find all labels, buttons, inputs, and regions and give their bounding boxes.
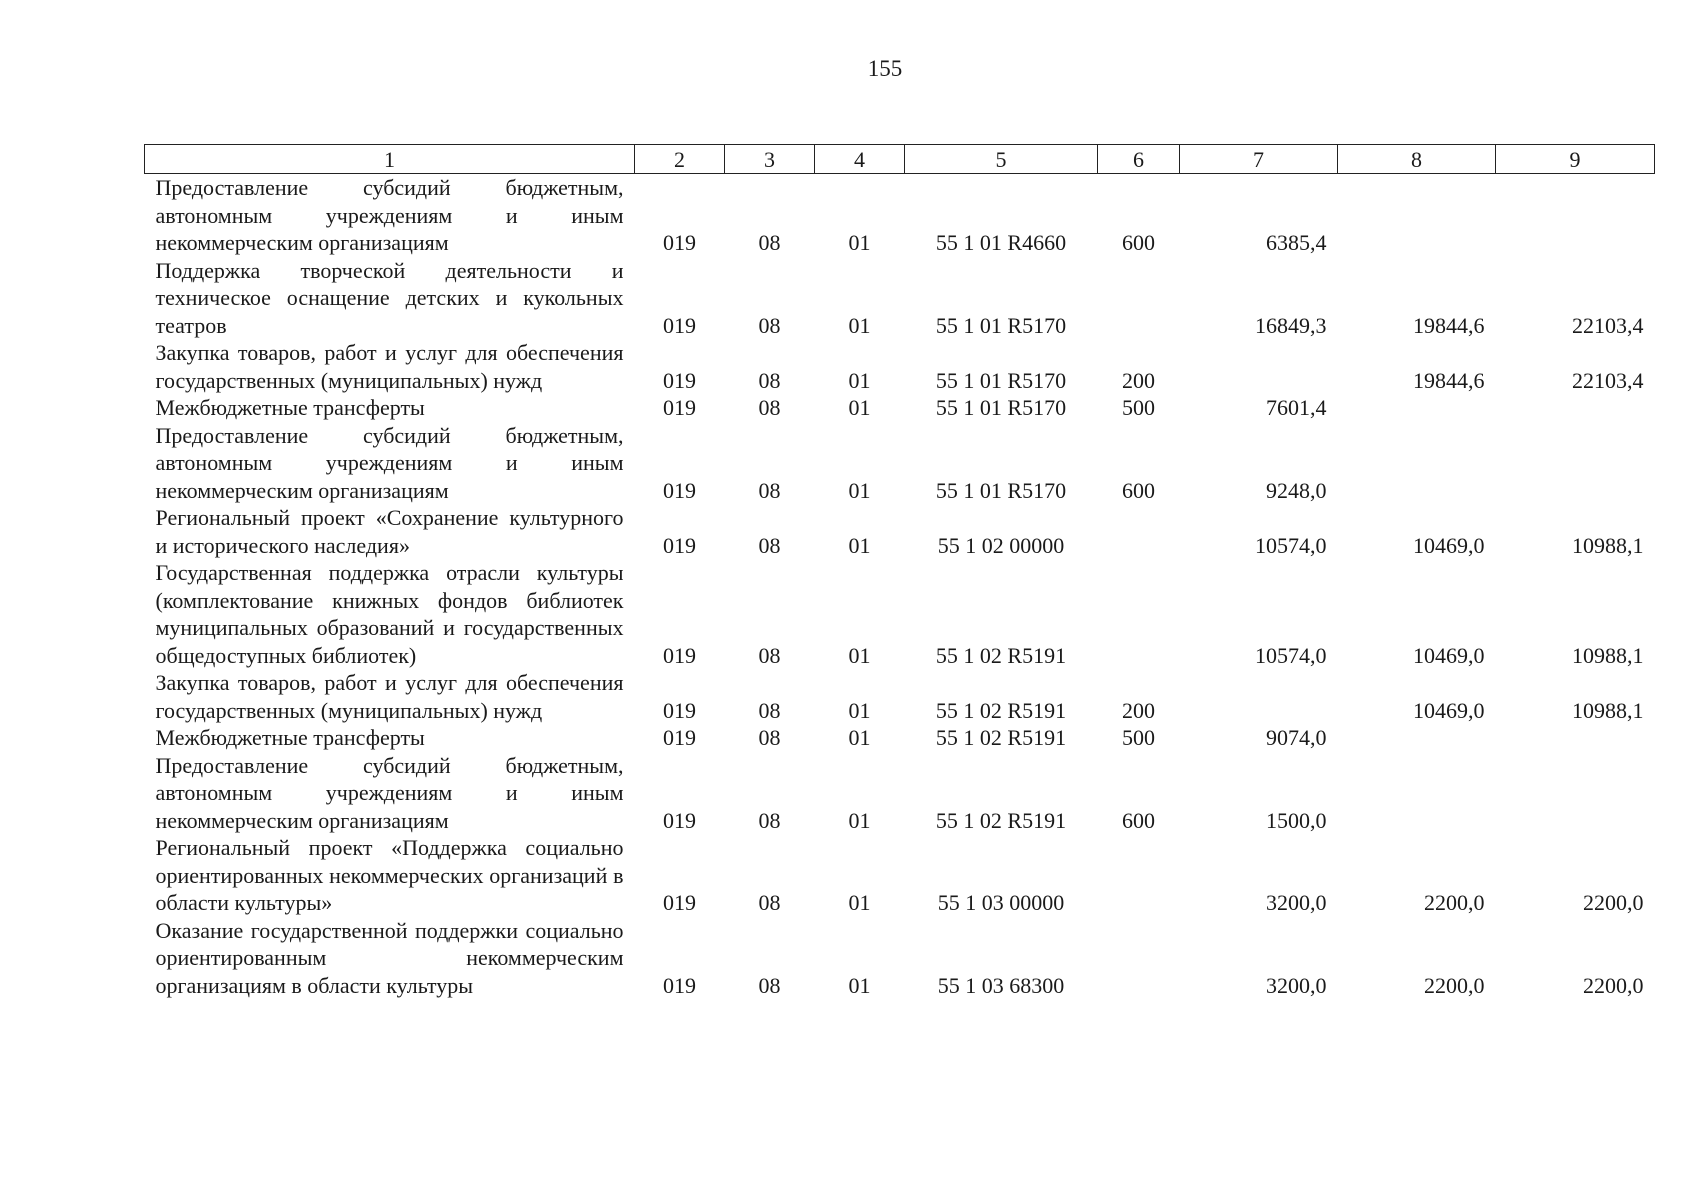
ministry-code: 019 (663, 477, 696, 503)
amount-col-7: 7601,4 (1266, 395, 1327, 420)
column-header-7: 7 (1180, 145, 1338, 174)
target-article: 55 1 01 R5170 (935, 367, 1067, 393)
ministry-code: 019 (663, 972, 696, 998)
amount-col-8: 19844,6 (1413, 312, 1485, 338)
amount-col-8: 2200,0 (1424, 890, 1485, 915)
table-row (145, 917, 1655, 1000)
expense-type (1098, 917, 1180, 1000)
expense-type: 600 (1122, 807, 1155, 833)
target-article: 55 1 01 R5170 (935, 477, 1067, 503)
section-code: 08 (758, 725, 781, 750)
item-name: Закупка товаров, работ и услуг для обеспечения государственных (муниципальных) нужд (155, 340, 624, 393)
amount-col-9 (1496, 394, 1655, 422)
expense-type: 500 (1122, 725, 1155, 750)
section-code: 08 (758, 367, 781, 393)
section-code: 08 (758, 642, 781, 668)
amount-col-9: 10988,1 (1572, 532, 1644, 558)
table-row (145, 724, 1655, 752)
target-article: 55 1 01 R4660 (935, 230, 1067, 255)
table-row (145, 752, 1655, 835)
amount-col-9: 22103,4 (1572, 312, 1644, 338)
section-code: 08 (758, 230, 781, 255)
header-row (145, 145, 1655, 174)
amount-col-7: 1500,0 (1266, 807, 1327, 833)
target-article: 55 1 01 R5170 (935, 395, 1067, 420)
amount-col-8 (1338, 174, 1496, 257)
ministry-code: 019 (663, 725, 696, 750)
amount-col-9 (1496, 422, 1655, 505)
target-article: 55 1 02 R5191 (935, 807, 1067, 833)
amount-col-9: 22103,4 (1572, 367, 1644, 393)
item-name: Оказание государственной поддержки социально ориентированным некоммерческим организациям в области культуры (155, 917, 624, 998)
section-code: 08 (758, 477, 781, 503)
table-row (145, 559, 1655, 669)
ministry-code: 019 (663, 367, 696, 393)
amount-col-7: 10574,0 (1255, 642, 1327, 668)
ministry-code: 019 (663, 395, 696, 420)
ministry-code: 019 (663, 890, 696, 915)
subsection-code: 01 (848, 890, 871, 915)
amount-col-8 (1338, 394, 1496, 422)
target-article: 55 1 03 00000 (937, 890, 1065, 915)
table-row (145, 257, 1655, 340)
subsection-code: 01 (848, 230, 871, 255)
amount-col-8: 10469,0 (1413, 697, 1485, 723)
table-row (145, 422, 1655, 505)
target-article: 55 1 02 00000 (937, 532, 1065, 558)
ministry-code: 019 (663, 230, 696, 255)
item-name: Предоставление субсидий бюджетным, автономным учреждениям и иным некоммерческим организациям (155, 175, 624, 255)
subsection-code: 01 (848, 477, 871, 503)
expense-type (1098, 504, 1180, 559)
table-row (145, 394, 1655, 422)
subsection-code: 01 (848, 697, 871, 723)
expense-type: 200 (1122, 367, 1155, 393)
target-article: 55 1 02 R5191 (935, 725, 1067, 750)
column-header-2: 2 (635, 145, 725, 174)
amount-col-7: 3200,0 (1266, 890, 1327, 915)
ministry-code: 019 (663, 312, 696, 338)
amount-col-9: 10988,1 (1572, 642, 1644, 668)
column-header-5: 5 (905, 145, 1098, 174)
target-article: 55 1 01 R5170 (935, 312, 1067, 338)
subsection-code: 01 (848, 312, 871, 338)
amount-col-7: 3200,0 (1266, 972, 1327, 998)
item-name: Поддержка творческой деятельности и техническое оснащение детских и кукольных театров (155, 257, 624, 338)
amount-col-7: 9248,0 (1266, 477, 1327, 503)
subsection-code: 01 (848, 367, 871, 393)
page-number: 155 (867, 56, 903, 81)
column-header-3: 3 (725, 145, 815, 174)
table-row (145, 504, 1655, 559)
item-name: Предоставление субсидий бюджетным, автономным учреждениям и иным некоммерческим организациям (155, 752, 624, 833)
amount-col-7: 16849,3 (1255, 312, 1327, 338)
subsection-code: 01 (848, 972, 871, 998)
target-article: 55 1 03 68300 (937, 972, 1065, 998)
amount-col-9: 2200,0 (1583, 972, 1644, 998)
target-article: 55 1 02 R5191 (935, 642, 1067, 668)
amount-col-8: 10469,0 (1413, 532, 1485, 558)
ministry-code: 019 (663, 697, 696, 723)
amount-col-8: 2200,0 (1424, 972, 1485, 998)
target-article: 55 1 02 R5191 (935, 697, 1067, 723)
amount-col-8 (1338, 752, 1496, 835)
column-header-8: 8 (1338, 145, 1496, 174)
amount-col-7 (1180, 669, 1338, 724)
amount-col-9 (1496, 174, 1655, 257)
item-name: Региональный проект «Поддержка социально ориентированных некоммерческих организаций в области культуры» (155, 835, 624, 915)
amount-col-8 (1338, 422, 1496, 505)
table-row (145, 174, 1655, 257)
section-code: 08 (758, 532, 781, 558)
expense-type: 200 (1122, 697, 1155, 723)
amount-col-8: 19844,6 (1413, 367, 1485, 393)
amount-col-8: 10469,0 (1413, 642, 1485, 668)
table-row (145, 669, 1655, 724)
amount-col-9: 2200,0 (1583, 890, 1644, 915)
section-code: 08 (758, 807, 781, 833)
item-name: Межбюджетные трансферты (155, 395, 425, 420)
amount-col-7: 10574,0 (1255, 532, 1327, 558)
amount-col-9 (1496, 752, 1655, 835)
table-row (145, 834, 1655, 917)
amount-col-9 (1496, 724, 1655, 752)
section-code: 08 (758, 697, 781, 723)
expense-type (1098, 257, 1180, 340)
amount-col-7: 6385,4 (1266, 230, 1327, 255)
ministry-code: 019 (663, 642, 696, 668)
table-body (145, 174, 1655, 1000)
column-header-1: 1 (145, 145, 635, 174)
expense-type: 500 (1122, 395, 1155, 420)
section-code: 08 (758, 312, 781, 338)
item-name: Закупка товаров, работ и услуг для обеспечения государственных (муниципальных) нужд (155, 670, 624, 723)
subsection-code: 01 (848, 725, 871, 750)
section-code: 08 (758, 395, 781, 420)
amount-col-8 (1338, 724, 1496, 752)
amount-col-7 (1180, 339, 1338, 394)
section-code: 08 (758, 890, 781, 915)
expense-type (1098, 559, 1180, 669)
section-code: 08 (758, 972, 781, 998)
column-header-6: 6 (1098, 145, 1180, 174)
amount-col-9: 10988,1 (1572, 697, 1644, 723)
expense-type (1098, 834, 1180, 917)
ministry-code: 019 (663, 532, 696, 558)
subsection-code: 01 (848, 395, 871, 420)
ministry-code: 019 (663, 807, 696, 833)
item-name: Региональный проект «Сохранение культурного и исторического наследия» (155, 505, 624, 558)
column-header-9: 9 (1496, 145, 1655, 174)
expense-type: 600 (1122, 230, 1155, 255)
subsection-code: 01 (848, 807, 871, 833)
subsection-code: 01 (848, 642, 871, 668)
item-name: Государственная поддержка отрасли культуры (комплектование книжных фондов библиотек муниципальных образований и государственных общедоступных библиотек) (155, 560, 624, 668)
item-name: Межбюджетные трансферты (155, 725, 425, 750)
subsection-code: 01 (848, 532, 871, 558)
expense-type: 600 (1122, 477, 1155, 503)
column-header-4: 4 (815, 145, 905, 174)
amount-col-7: 9074,0 (1266, 725, 1327, 750)
budget-table (144, 144, 1655, 999)
item-name: Предоставление субсидий бюджетным, автономным учреждениям и иным некоммерческим организациям (155, 422, 624, 503)
table-row (145, 339, 1655, 394)
